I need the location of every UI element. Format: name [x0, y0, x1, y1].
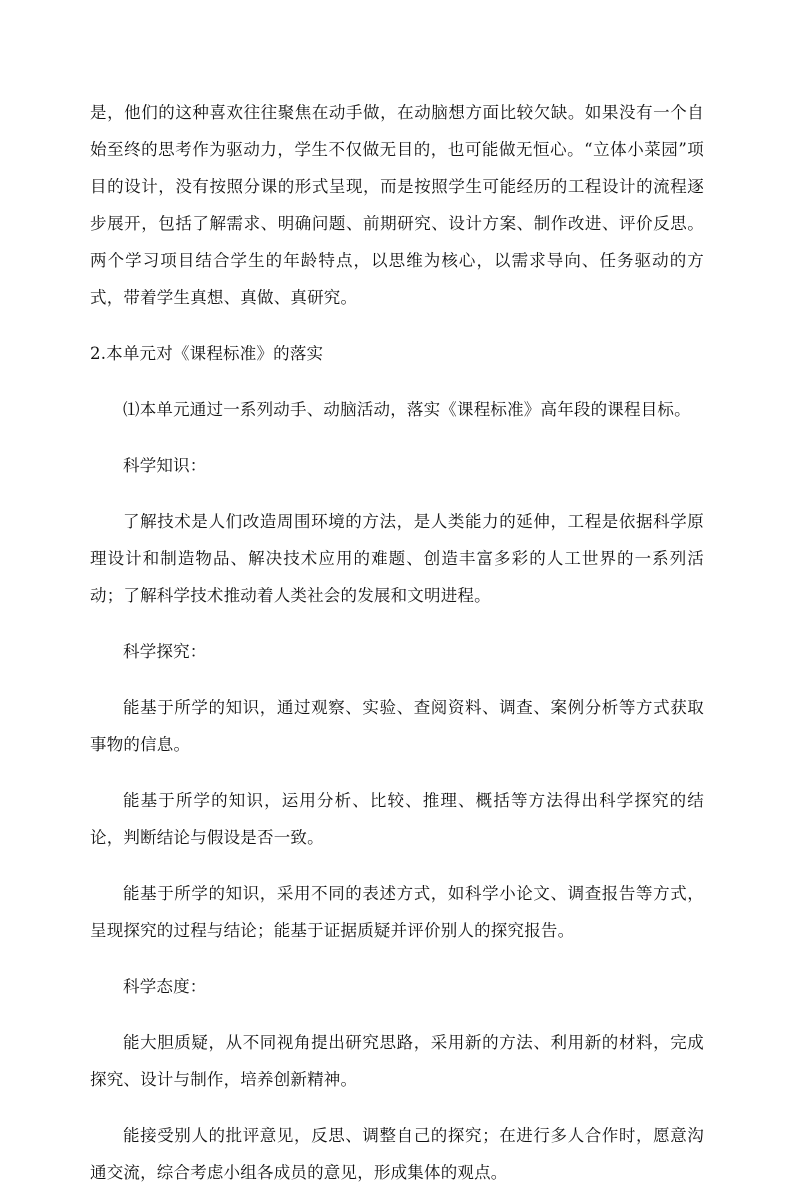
paragraph-science-knowledge: 了解技术是人们改造周围环境的方法，是人类能力的延伸，工程是依据科学原理设计和制造物品、解决技术应用的难题、创造丰富多彩的人工世界的一系列活动；了解科学技术推动着人类社会的发展和文明进程。: [90, 512, 704, 605]
paragraph-objectives: ⑴本单元通过一系列动手、动脑活动，落实《课程标准》高年段的课程目标。: [123, 400, 691, 419]
subheading-science-inquiry: 科学探究：: [123, 642, 207, 661]
paragraph-inquiry-3: 能基于所学的知识，采用不同的表述方式，如科学小论文、调查报告等方式，呈现探究的过程与结论；能基于证据质疑并评价别人的探究报告。: [90, 884, 704, 940]
subheading-science-attitude: 科学态度：: [123, 977, 207, 996]
paragraph-inquiry-1: 能基于所学的知识，通过观察、实验、查阅资料、调查、案例分析等方式获取事物的信息。: [90, 698, 704, 754]
paragraph-attitude-2: 能接受别人的批评意见，反思、调整自己的探究；在进行多人合作时，愿意沟通交流，综合考虑小组各成员的意见，形成集体的观点。: [90, 1126, 704, 1182]
subheading-science-knowledge: 科学知识：: [123, 456, 207, 475]
section-heading: 2.本单元对《课程标准》的落实: [90, 344, 324, 363]
paragraph-attitude-1: 能大胆质疑，从不同视角提出研究思路，采用新的方法、利用新的材料，完成探究、设计与制作，培养创新精神。: [90, 1033, 704, 1089]
document-page: [90, 94, 704, 1191]
paragraph-continuation: 是，他们的这种喜欢往往聚焦在动手做，在动脑想方面比较欠缺。如果没有一个自始至终的思考作为驱动力，学生不仅做无目的，也可能做无恒心。“立体小菜园”项目的设计，没有按照分课的形式呈现，而是按照学生可能经历的工程设计的流程逐步展开，包括了解需求、明确问题、前期研究、设计方案、制作改进、评价反思。两个学习项目结合学生的年龄特点，以思维为核心，以需求导向、任务驱动的方式，带着学生真想、真做、真研究。: [90, 103, 704, 307]
paragraph-inquiry-2: 能基于所学的知识，运用分析、比较、推理、概括等方法得出科学探究的结论，判断结论与假设是否一致。: [90, 791, 704, 847]
